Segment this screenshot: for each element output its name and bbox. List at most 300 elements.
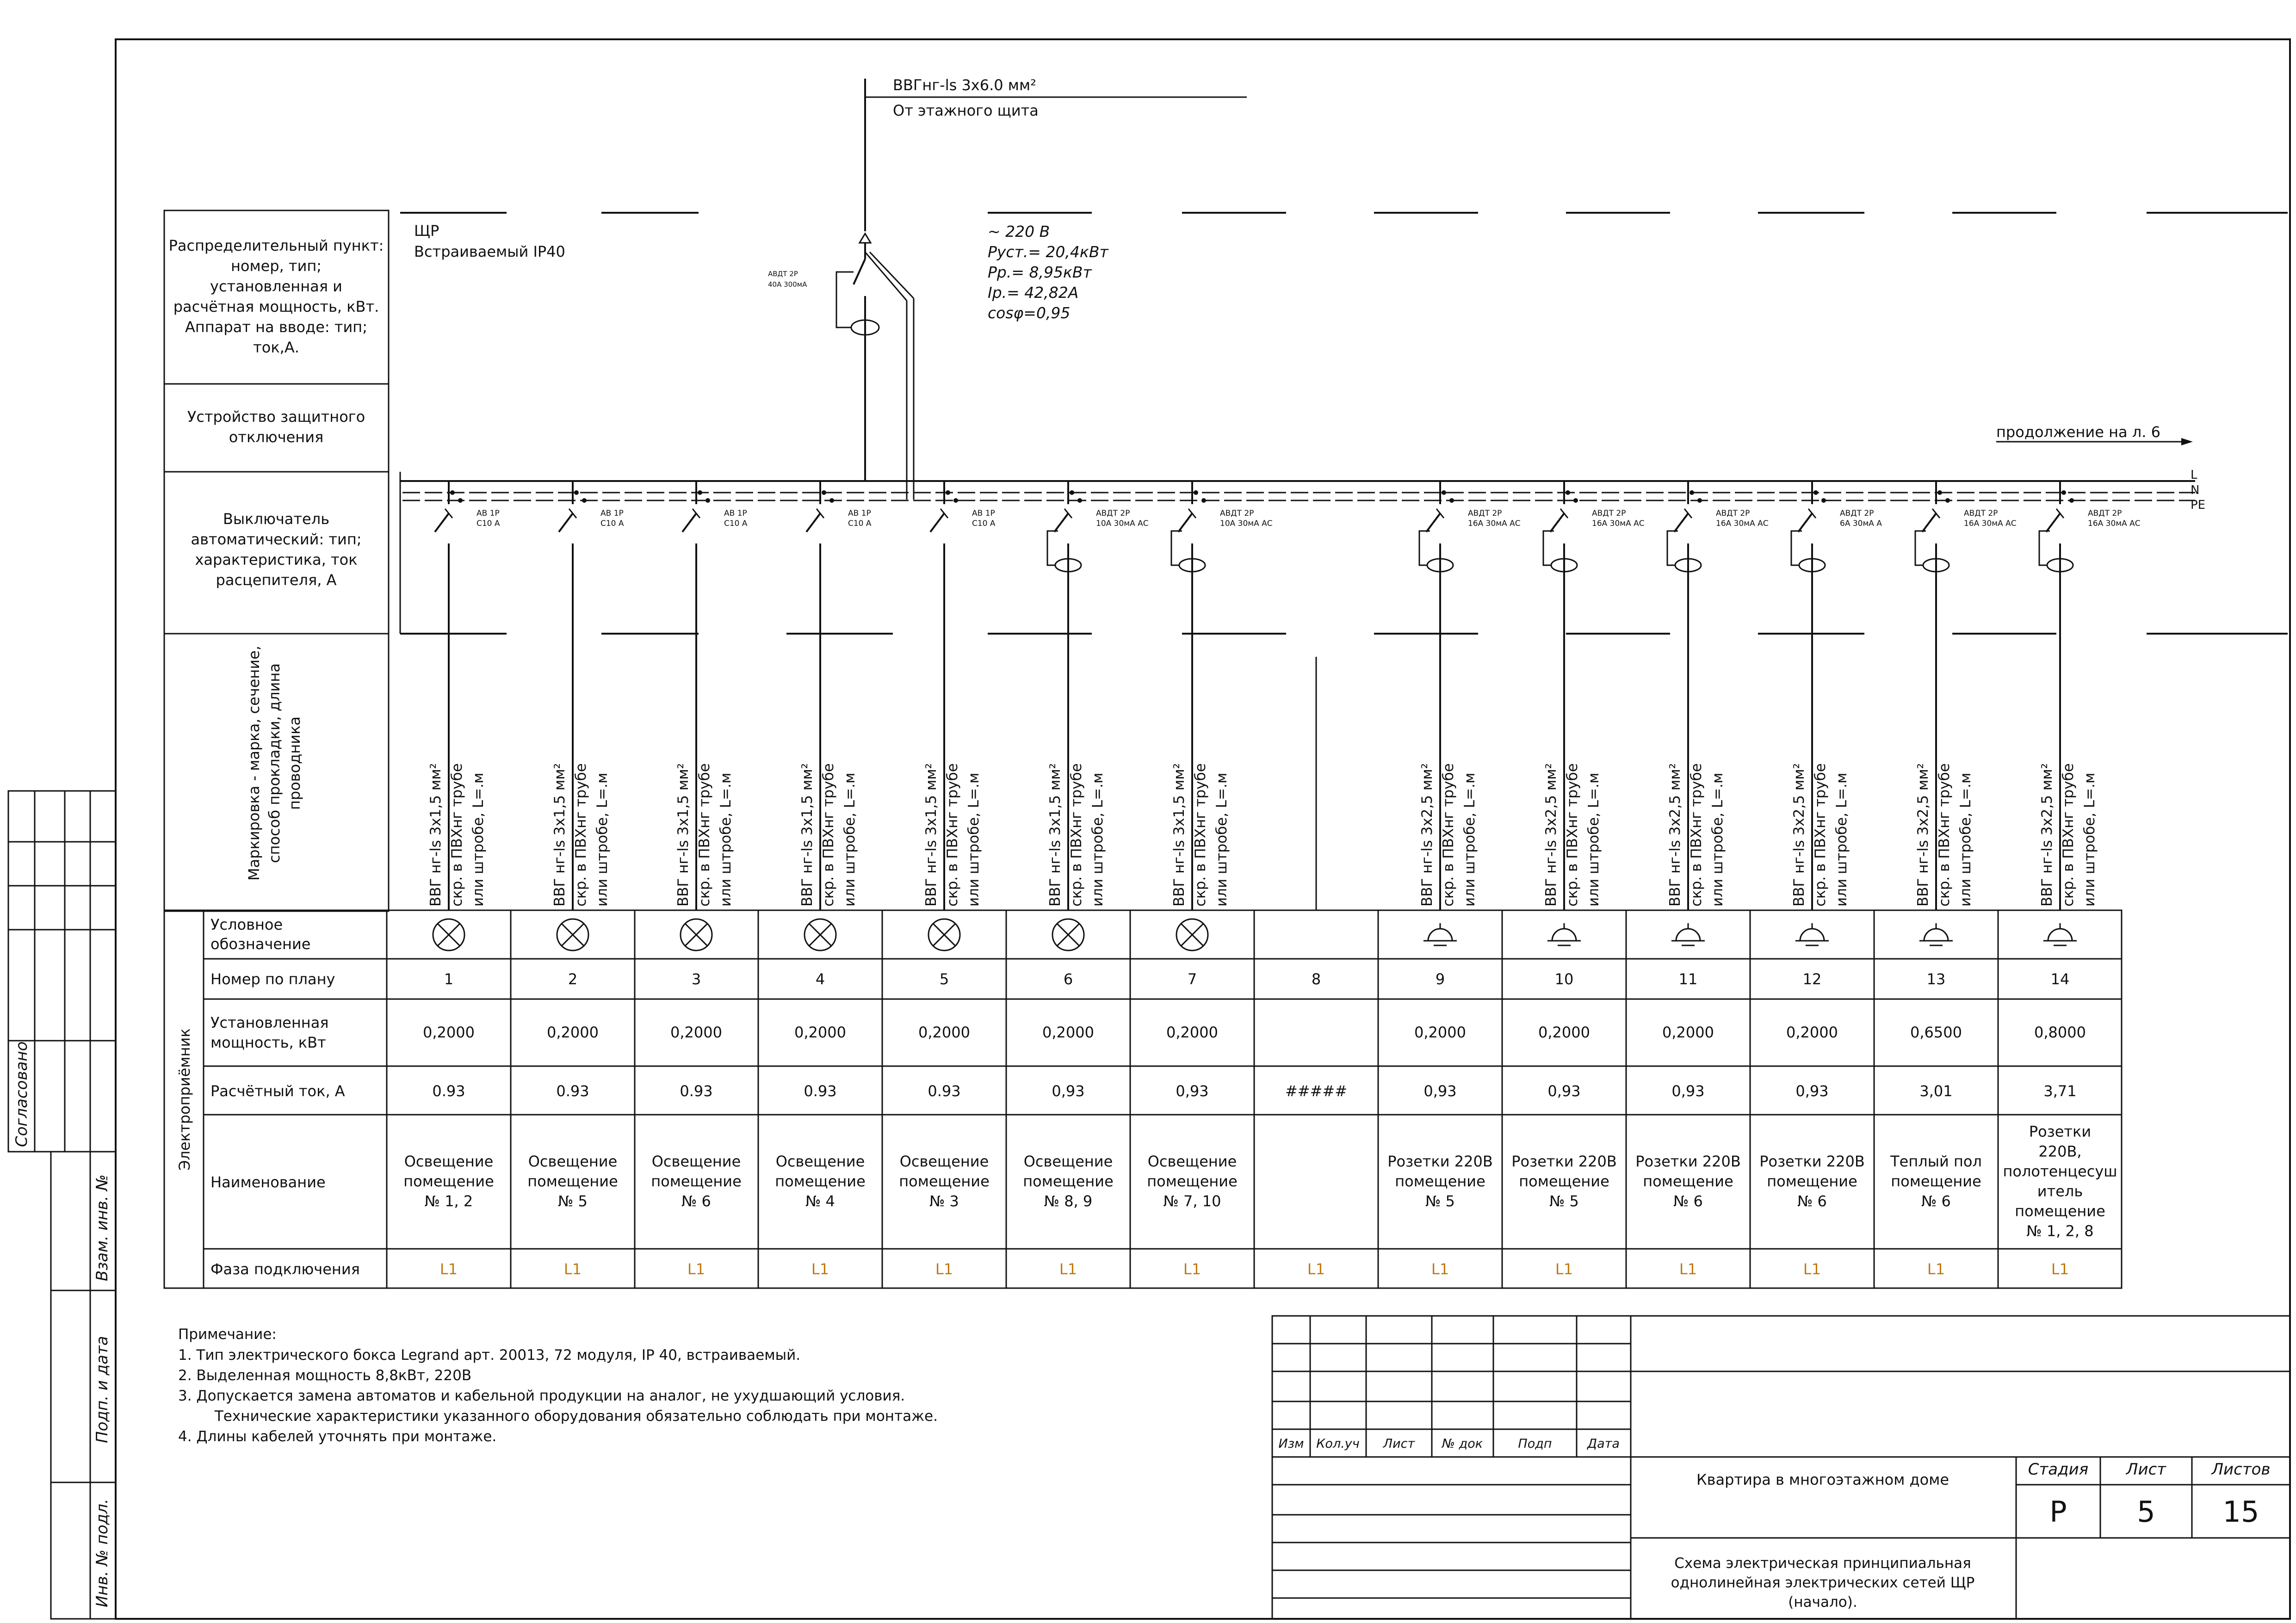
breaker-contact	[1054, 513, 1068, 532]
inv-vzam-label: Взам. инв. №	[93, 1174, 111, 1281]
hdr-distribution-line: номер, тип;	[230, 257, 322, 275]
rcd-link	[1667, 531, 1678, 565]
hdr-distribution-line: Аппарат на вводе: тип;	[185, 318, 367, 336]
pe-node	[1077, 498, 1082, 503]
cell-name: № 4	[805, 1192, 835, 1210]
cell-phase: L1	[1679, 1260, 1697, 1278]
breaker-contact	[1674, 513, 1688, 532]
cell-power: 0,2000	[794, 1024, 846, 1041]
sheet-label: Лист	[2126, 1460, 2166, 1479]
circuit-10	[1543, 481, 1645, 910]
cable-label: ВВГ нг-ls 3х1,5 мм²	[551, 763, 568, 907]
panel-spec-line: Iр.= 42,82А	[988, 284, 1079, 302]
cell-current: 0.93	[556, 1082, 589, 1100]
cell-name: № 7, 10	[1163, 1192, 1221, 1210]
cell-current: 0,93	[1547, 1082, 1581, 1100]
cable-marking-header-line: Маркировка - марка, сечение,	[245, 645, 263, 881]
cell-number: 14	[2050, 970, 2070, 988]
cell-name: помещение	[527, 1173, 618, 1190]
cable-label: скр. в ПВХнг трубе	[1688, 763, 1705, 907]
cell-phase: L1	[1307, 1260, 1325, 1278]
cell-name: № 6	[1797, 1192, 1827, 1210]
hdr-distribution-line: установленная и	[210, 278, 342, 295]
n-node	[450, 490, 455, 495]
breaker-contact	[1798, 513, 1812, 532]
sheets-label: Листов	[2211, 1460, 2271, 1479]
cell-number: 13	[1926, 970, 1946, 988]
cable-label: ВВГ нг-ls 3х2,5 мм²	[1419, 763, 1436, 907]
note-line: Технические характеристики указанного оборудования обязательно соблюдать при монтаже.	[178, 1408, 938, 1425]
cell-name: помещение	[1023, 1173, 1114, 1190]
notes-title: Примечание:	[178, 1326, 277, 1343]
cell-name: № 3	[929, 1192, 959, 1210]
cable-label: или штробе, L=.м	[470, 772, 487, 907]
row-label-number: Номер по плану	[210, 970, 335, 988]
breaker-label: 16А 30мА АС	[1468, 519, 1521, 528]
cell-power: 0,2000	[670, 1024, 722, 1041]
n-node	[2061, 490, 2066, 495]
hdr-distribution-line: расчётная мощность, кВт.	[173, 298, 379, 315]
bus-label-l: L	[2191, 468, 2197, 482]
cell-phase: L1	[1431, 1260, 1449, 1278]
cell-name: № 8, 9	[1044, 1192, 1093, 1210]
cell-phase: L1	[935, 1260, 953, 1278]
cell-name: полотенцесуш	[2003, 1162, 2117, 1180]
breaker-contact	[1178, 513, 1192, 532]
breaker-header	[191, 510, 361, 589]
cell-name: № 5	[1549, 1192, 1579, 1210]
cell-name: Освещение	[1147, 1153, 1237, 1170]
cell-name: № 1, 2	[424, 1192, 473, 1210]
cable-label: или штробе, L=.м	[1833, 772, 1850, 907]
hdr-breaker-line: характеристика, ток	[195, 551, 358, 568]
agreed-label: Согласовано	[12, 1041, 31, 1147]
circuit-2	[551, 481, 624, 910]
cable-label: скр. в ПВХнг трубе	[696, 763, 713, 907]
rcd-link	[2039, 531, 2050, 565]
pe-node	[458, 498, 463, 503]
pe-node	[1449, 498, 1454, 503]
pe-node	[1697, 498, 1702, 503]
breaker-label: 16А 30мА АС	[1964, 519, 2017, 528]
cell-phase: L1	[687, 1260, 706, 1278]
distribution-header	[169, 237, 384, 356]
breaker-label: АВ 1Р	[972, 509, 995, 518]
continuation-label: продолжение на л. 6	[1996, 423, 2160, 441]
cell-phase: L1	[1803, 1260, 1821, 1278]
cell-power: 0,2000	[1662, 1024, 1714, 1041]
cell-number: 10	[1554, 970, 1574, 988]
cable-label: ВВГ нг-ls 3х1,5 мм²	[1171, 763, 1188, 907]
feeder-circuits	[427, 481, 2141, 910]
row-label-name: Наименование	[210, 1173, 326, 1191]
rcd-link	[1915, 531, 1926, 565]
row-label-installed: Установленная	[210, 1014, 329, 1031]
busbars	[400, 468, 2205, 634]
cell-number: 8	[1311, 970, 1321, 988]
table-group-label: Электроприёмник	[176, 1028, 193, 1171]
sheets-value: 15	[2222, 1495, 2259, 1529]
notes	[178, 1326, 938, 1445]
input-device-label-2: 40А 300мА	[768, 280, 807, 289]
cell-name: помещение	[1767, 1173, 1857, 1190]
cable-label: ВВГ нг-ls 3х1,5 мм²	[923, 763, 940, 907]
cell-number: 5	[939, 970, 949, 988]
cell-power: 0,2000	[1166, 1024, 1218, 1041]
cell-current: 3,01	[1919, 1082, 1953, 1100]
circuit-11	[1667, 481, 1769, 910]
cable-label: или штробе, L=.м	[1709, 772, 1726, 907]
cell-name: Освещение	[651, 1153, 741, 1170]
cell-phase: L1	[1927, 1260, 1945, 1278]
cable-label: скр. в ПВХнг трубе	[1936, 763, 1953, 907]
cell-name: помещение	[899, 1173, 990, 1190]
breaker-label: АВДТ 2Р	[1716, 509, 1750, 518]
cell-number: 1	[444, 970, 454, 988]
cable-label: или штробе, L=.м	[1461, 772, 1478, 907]
note-line: 3. Допускается замена автоматов и кабельной продукции на аналог, не ухудшающий условия.	[178, 1388, 905, 1404]
row-label-installed: мощность, кВт	[210, 1034, 326, 1051]
socket-icon	[1676, 929, 1700, 941]
breaker-label: 16А 30мА АС	[1716, 519, 1769, 528]
breaker-label: АВ 1Р	[724, 509, 747, 518]
n-node	[698, 490, 702, 495]
cell-number: 11	[1678, 970, 1698, 988]
cable-label: ВВГ нг-ls 3х2,5 мм²	[1915, 763, 1931, 907]
pe-node	[829, 498, 834, 503]
panel-spec-line: ~ 220 В	[988, 222, 1050, 241]
cell-name: № 6	[681, 1192, 711, 1210]
stamp-title-line: однолинейная электрических сетей ЩР	[1671, 1574, 1975, 1591]
cell-current: #####	[1285, 1082, 1348, 1100]
stamp-col-label: Лист	[1383, 1437, 1415, 1451]
cell-name: Освещение	[528, 1153, 618, 1170]
stamp-object: Квартира в многоэтажном доме	[1696, 1471, 1949, 1488]
cable-label: или штробе, L=.м	[1585, 772, 1602, 907]
breaker-label: С10 А	[972, 519, 996, 528]
breaker-label: АВДТ 2Р	[1964, 509, 1998, 518]
n-node	[1194, 490, 1198, 495]
cable-label: ВВГ нг-ls 3х1,5 мм²	[799, 763, 816, 907]
breaker-label: АВ 1Р	[477, 509, 500, 518]
circuit-14	[2039, 481, 2141, 910]
n-node	[1690, 490, 1694, 495]
hdr-rcd-line: отключения	[229, 428, 324, 446]
rcd-link	[1047, 531, 1058, 565]
cable-label: или штробе, L=.м	[965, 772, 982, 907]
cable-label: или штробе, L=.м	[718, 772, 734, 907]
cell-power: 0,2000	[547, 1024, 599, 1041]
cell-number: 3	[691, 970, 701, 988]
rcd-header	[187, 408, 365, 446]
cell-current: 0,93	[1052, 1082, 1085, 1100]
pe-node	[1573, 498, 1578, 503]
cable-label: скр. в ПВХнг трубе	[820, 763, 837, 907]
cell-name: № 5	[558, 1192, 588, 1210]
socket-icon	[1800, 929, 1824, 941]
cell-power: 0,2000	[1538, 1024, 1590, 1041]
bus-label-pe: PE	[2191, 498, 2206, 512]
breaker-contact	[2046, 513, 2060, 532]
pe-node	[2069, 498, 2074, 503]
cable-label: скр. в ПВХнг трубе	[2060, 763, 2077, 907]
row-label-phase: Фаза подключения	[210, 1260, 360, 1278]
breaker-contact	[435, 513, 449, 532]
stamp-title-line: Схема электрическая принципиальная	[1674, 1555, 1971, 1572]
circuit-5	[923, 481, 996, 910]
cell-phase: L1	[2051, 1260, 2069, 1278]
breaker-label: АВДТ 2Р	[1592, 509, 1626, 518]
cable-label: ВВГ нг-ls 3х1,5 мм²	[427, 763, 444, 907]
cable-label: скр. в ПВХнг трубе	[449, 763, 465, 907]
n-node	[1566, 490, 1570, 495]
cable-label: или штробе, L=.м	[1089, 772, 1106, 907]
stamp-col-label: Изм	[1278, 1437, 1304, 1451]
circuit-9	[1419, 481, 1521, 910]
row-label-symbol: обозначение	[210, 935, 311, 953]
hdr-rcd-line: Устройство защитного	[187, 408, 365, 426]
cell-number: 4	[815, 970, 825, 988]
cell-name: Освещение	[404, 1153, 494, 1170]
note-line: 2. Выделенная мощность 8,8кВт, 220В	[178, 1367, 472, 1384]
panel-spec-line: cosφ=0,95	[988, 304, 1071, 322]
cell-name: Розетки 220В	[1511, 1153, 1617, 1170]
rcd-link	[1171, 531, 1182, 565]
cell-name: помещение	[1147, 1173, 1238, 1190]
cable-label: скр. в ПВХнг трубе	[1564, 763, 1581, 907]
cable-label: скр. в ПВХнг трубе	[1812, 763, 1829, 907]
breaker-label: АВ 1Р	[600, 509, 624, 518]
cell-name: Освещение	[1023, 1153, 1113, 1170]
breaker-label: 10А 30мА АС	[1096, 519, 1149, 528]
socket-icon	[1924, 929, 1948, 941]
hdr-distribution-line: ток,А.	[253, 339, 299, 356]
cell-phase: L1	[811, 1260, 829, 1278]
cable-label: или штробе, L=.м	[1213, 772, 1230, 907]
cell-name: Теплый пол	[1890, 1153, 1982, 1170]
sheet-value: 5	[2137, 1495, 2155, 1529]
cell-name: Освещение	[899, 1153, 989, 1170]
pe-node	[1821, 498, 1826, 503]
n-node	[1070, 490, 1074, 495]
row-label-current: Расчётный ток, А	[210, 1082, 345, 1100]
stamp-col-label: Кол.уч	[1316, 1437, 1360, 1451]
cell-number: 2	[568, 970, 578, 988]
input-rcd-symbol	[768, 234, 914, 500]
breaker-contact	[806, 513, 820, 532]
supply-source-label: От этажного щита	[893, 102, 1039, 119]
cell-name: помещение	[775, 1173, 866, 1190]
stamp-col-label: Подп	[1518, 1437, 1552, 1451]
stamp-col-label: Дата	[1587, 1437, 1620, 1451]
cell-phase: L1	[1555, 1260, 1573, 1278]
cell-name: Освещение	[775, 1153, 865, 1170]
breaker-label: С10 А	[600, 519, 624, 528]
cable-label: ВВГ нг-ls 3х1,5 мм²	[1047, 763, 1064, 907]
breaker-label: С10 А	[848, 519, 872, 528]
hdr-breaker-line: автоматический: тип;	[191, 531, 362, 548]
cable-label: скр. в ПВХнг трубе	[944, 763, 961, 907]
n-node	[574, 490, 579, 495]
breaker-label: АВДТ 2Р	[1468, 509, 1502, 518]
title-block	[1272, 1316, 2290, 1619]
breaker-contact	[930, 513, 944, 532]
rcd-link	[1419, 531, 1430, 565]
supply-cable	[865, 76, 1247, 231]
cable-label: ВВГ нг-ls 3х1,5 мм²	[675, 763, 692, 907]
cell-name: № 6	[1921, 1192, 1951, 1210]
socket-icon	[1428, 929, 1452, 941]
input-device-label: АВДТ 2Р	[768, 270, 798, 278]
stamp-title-line: (начало).	[1788, 1594, 1857, 1611]
cell-name: помещение	[1891, 1173, 1981, 1190]
breaker-label: АВДТ 2Р	[2088, 509, 2122, 518]
cell-number: 6	[1063, 970, 1073, 988]
bus-label-n: N	[2191, 483, 2200, 497]
cell-name: помещение	[651, 1173, 742, 1190]
cell-name: итель	[2037, 1182, 2083, 1200]
breaker-contact	[1550, 513, 1564, 532]
cable-label: скр. в ПВХнг трубе	[1068, 763, 1085, 907]
cell-name: помещение	[1395, 1173, 1485, 1190]
cable-label: или штробе, L=.м	[2081, 772, 2098, 907]
cell-power: 0,8000	[2034, 1024, 2086, 1041]
n-node	[1813, 490, 1818, 495]
cell-name: помещение	[403, 1173, 494, 1190]
cell-current: 3,71	[2043, 1082, 2077, 1100]
cable-label: ВВГ нг-ls 3х2,5 мм²	[2039, 763, 2055, 907]
breaker-label: С10 А	[724, 519, 748, 528]
breaker-label: АВДТ 2Р	[1096, 509, 1130, 518]
circuit-7	[1171, 481, 1273, 910]
n-node	[1442, 490, 1446, 495]
cable-marking-header	[245, 646, 303, 881]
breaker-contact	[559, 513, 573, 532]
cell-phase: L1	[1059, 1260, 1077, 1278]
cell-current: 0.93	[432, 1082, 465, 1100]
supply-cable-label: ВВГнг-ls 3х6.0 мм²	[893, 76, 1036, 94]
panel-spec-line: Рр.= 8,95кВт	[988, 263, 1092, 281]
breaker-label: АВ 1Р	[848, 509, 871, 518]
circuit-6	[1047, 481, 1149, 910]
cell-power: 0,2000	[1414, 1024, 1466, 1041]
cell-current: 0,93	[1423, 1082, 1457, 1100]
breaker-contact	[1426, 513, 1440, 532]
cable-label: ВВГ нг-ls 3х2,5 мм²	[1543, 763, 1560, 907]
cell-number: 9	[1435, 970, 1445, 988]
pe-node	[706, 498, 710, 503]
note-line: 4. Длины кабелей уточнять при монтаже.	[178, 1428, 497, 1445]
cable-label: скр. в ПВХнг трубе	[1192, 763, 1209, 907]
note-line: 1. Тип электрического бокса Legrand арт. 20013, 72 модуля, IP 40, встраиваемый.	[178, 1347, 801, 1364]
cable-label: ВВГ нг-ls 3х2,5 мм²	[1667, 763, 1683, 907]
cell-phase: L1	[563, 1260, 582, 1278]
socket-icon	[2048, 929, 2072, 941]
sign-date-label: Подп. и дата	[93, 1336, 111, 1443]
breaker-label: 10А 30мА АС	[1220, 519, 1273, 528]
cell-name: Розетки 220В	[1759, 1153, 1865, 1170]
cell-number: 7	[1187, 970, 1197, 988]
cell-name: № 6	[1673, 1192, 1703, 1210]
breaker-label: 16А 30мА АС	[2088, 519, 2141, 528]
socket-icon	[1552, 929, 1576, 941]
row-label-symbol: Условное	[210, 916, 283, 933]
cell-name: Розетки 220В	[1635, 1153, 1741, 1170]
breaker-label: С10 А	[477, 519, 500, 528]
circuit-3	[675, 481, 748, 910]
consumer-table	[164, 910, 2122, 1288]
circuit-12	[1791, 481, 1882, 910]
cell-name: 220В,	[2038, 1142, 2082, 1160]
cell-power: 0,2000	[1042, 1024, 1094, 1041]
cell-name: Розетки	[2029, 1123, 2092, 1141]
rcd-link	[1543, 531, 1554, 565]
panel-specs	[988, 222, 1109, 322]
stage-value: Р	[2049, 1495, 2067, 1529]
cell-current: 0,93	[1795, 1082, 1829, 1100]
breaker-label: АВДТ 2Р	[1220, 509, 1254, 518]
breaker-label: 6А 30мА А	[1840, 519, 1882, 528]
cable-marking-header-line: проводника	[286, 716, 303, 810]
n-node	[946, 490, 950, 495]
stamp-col-label: № док	[1442, 1437, 1483, 1451]
cell-name: № 5	[1425, 1192, 1455, 1210]
cell-power: 0,6500	[1910, 1024, 1962, 1041]
rcd-link	[1791, 531, 1802, 565]
pe-node	[582, 498, 587, 503]
circuit-4	[799, 481, 872, 910]
cable-label: или штробе, L=.м	[842, 772, 858, 907]
cable-label: ВВГ нг-ls 3х2,5 мм²	[1791, 763, 1807, 907]
n-node	[822, 490, 826, 495]
cable-label: или штробе, L=.м	[594, 772, 611, 907]
pe-node	[1945, 498, 1950, 503]
cable-marking-header-line: способ прокладки, длина	[266, 663, 283, 863]
cell-current: 0.93	[680, 1082, 713, 1100]
cell-current: 0.93	[804, 1082, 837, 1100]
panel-spec-line: Руст.= 20,4кВт	[988, 243, 1108, 261]
cable-label: или штробе, L=.м	[1957, 772, 1974, 907]
cable-label: скр. в ПВХнг трубе	[573, 763, 589, 907]
cable-label: скр. в ПВХнг трубе	[1440, 763, 1457, 907]
side-stamp	[8, 791, 116, 1619]
breaker-contact	[682, 513, 696, 532]
circuit-13	[1915, 481, 2017, 910]
breaker-label: АВДТ 2Р	[1840, 509, 1874, 518]
cell-phase: L1	[439, 1260, 458, 1278]
cell-current: 0,93	[1176, 1082, 1209, 1100]
circuit-1	[427, 481, 500, 910]
cell-current: 0,93	[1671, 1082, 1705, 1100]
cell-name: помещение	[1519, 1173, 1609, 1190]
cell-name: Розетки 220В	[1387, 1153, 1493, 1170]
cell-name: № 1, 2, 8	[2026, 1222, 2094, 1240]
panel-type: Встраиваемый IP40	[414, 243, 565, 260]
panel-id: ЩР	[414, 222, 439, 240]
cell-name: помещение	[1643, 1173, 1733, 1190]
stage-label: Стадия	[2028, 1460, 2089, 1479]
breaker-contact	[1922, 513, 1936, 532]
cell-number: 12	[1802, 970, 1822, 988]
cell-power: 0,2000	[918, 1024, 970, 1041]
breaker-label: 16А 30мА АС	[1592, 519, 1645, 528]
cell-power: 0,2000	[423, 1024, 475, 1041]
cell-current: 0.93	[928, 1082, 961, 1100]
n-node	[1937, 490, 1942, 495]
cell-power: 0,2000	[1786, 1024, 1838, 1041]
hdr-breaker-line: Выключатель	[223, 510, 330, 528]
cell-phase: L1	[1183, 1260, 1201, 1278]
